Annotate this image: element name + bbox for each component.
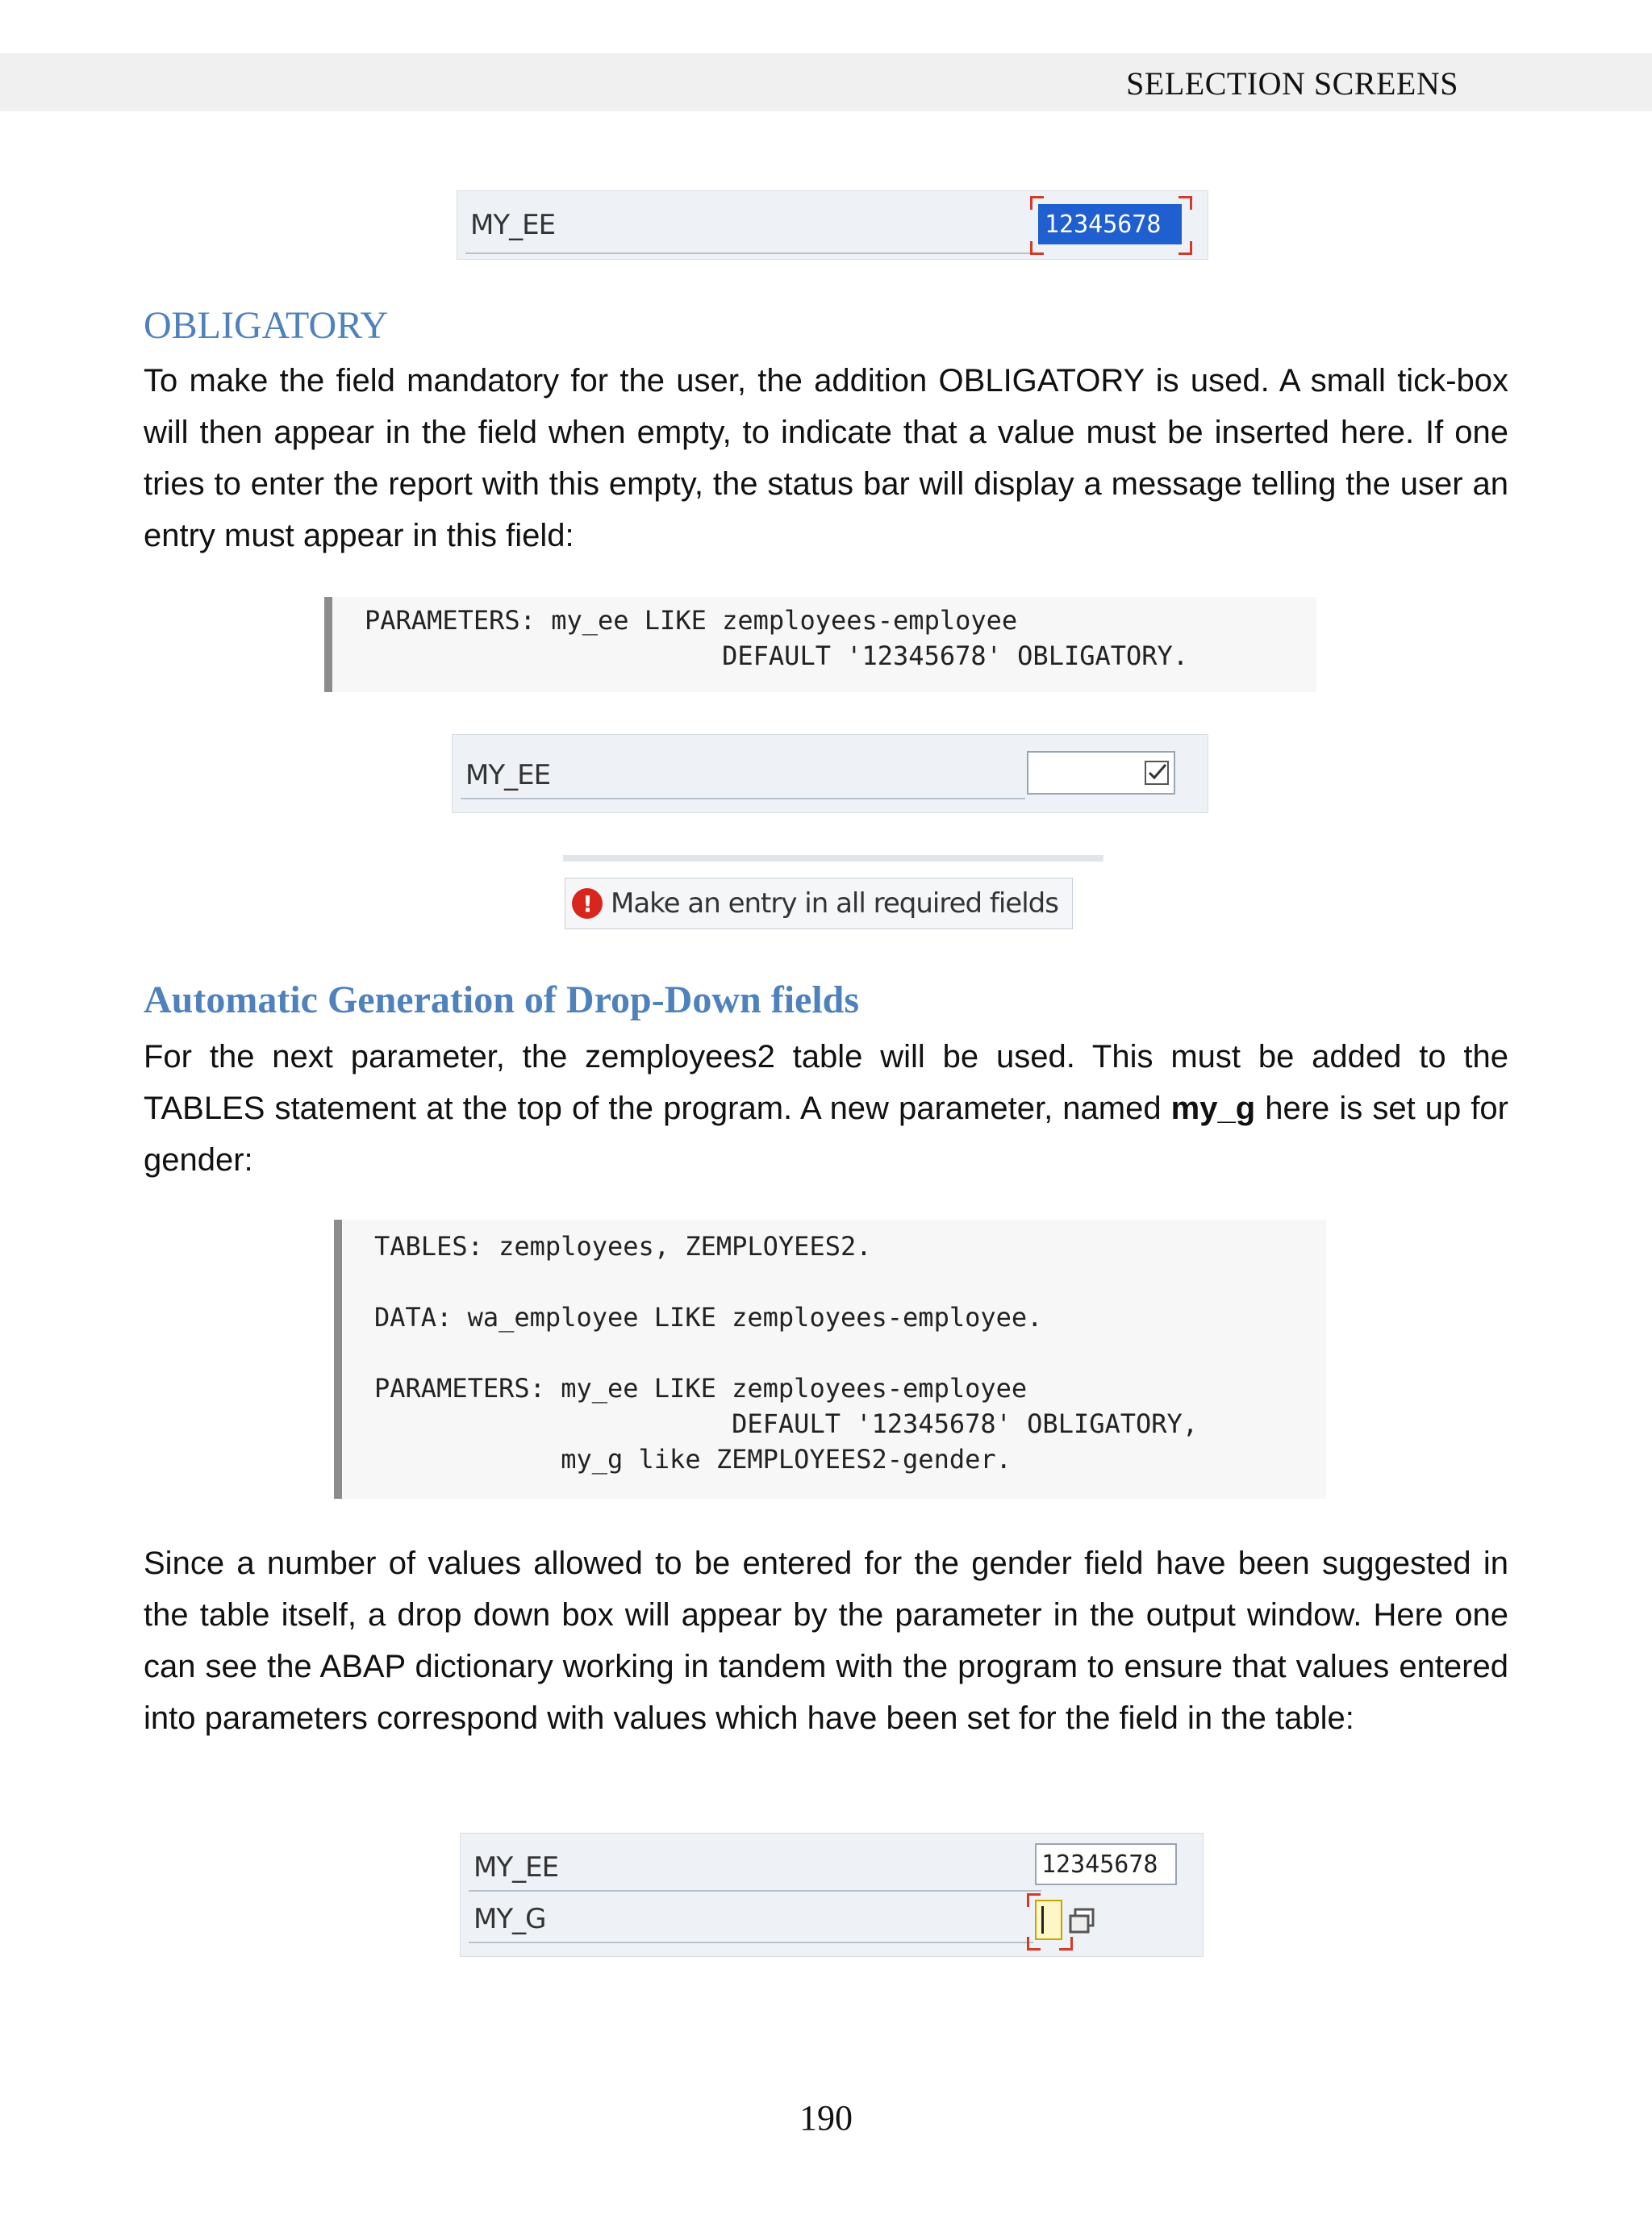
field-underline — [469, 1890, 1041, 1892]
my-ee-required-input[interactable] — [1027, 751, 1175, 795]
screenshot-my-ee-obligatory — [452, 734, 1208, 813]
code-bar — [324, 597, 332, 692]
field-underline — [461, 798, 1025, 799]
field-underline — [465, 252, 1030, 254]
error-icon: ! — [572, 888, 603, 919]
field-label-my-ee: MY_EE — [470, 209, 556, 241]
parameter-name-bold: my_g — [1170, 1091, 1256, 1126]
field-label-my-ee: MY_EE — [465, 759, 551, 791]
focus-corner-br — [1059, 1937, 1073, 1951]
paragraph-dropdown-intro — [144, 1031, 1508, 1186]
running-header: SELECTION SCREENS — [1126, 65, 1458, 102]
page-number: 190 — [799, 2098, 853, 2138]
heading-dropdown-fields: Automatic Generation of Drop-Down fields — [144, 978, 860, 1021]
focus-corner-bl — [1030, 241, 1044, 255]
code-block-tables-data-parameters — [334, 1220, 1326, 1499]
dropdown-value-help-icon[interactable] — [1067, 1906, 1096, 1935]
code-line: PARAMETERS: my_ee LIKE zemployees-employee — [374, 1373, 1028, 1404]
screenshot-my-ee-my-g — [460, 1833, 1204, 1957]
focus-corner-br — [1179, 241, 1192, 255]
code-line: PARAMETERS: my_ee LIKE zemployees-employee — [365, 605, 1018, 636]
status-bar-message — [565, 878, 1073, 929]
focus-corner-bl — [1027, 1937, 1041, 1951]
field-underline — [469, 1942, 1033, 1943]
paragraph-obligatory: To make the field mandatory for the user, the addition OBLIGATORY is used. A small tick-box will then appear in the field when empty, to indicate that a value must be inserted here. If one tries to enter the report with this empty, the status bar will display a message telling the user an entry must appear in this field: — [144, 363, 1508, 553]
code-line: DATA: wa_employee LIKE zemployees-employee. — [374, 1302, 1043, 1333]
field-label-my-ee: MY_EE — [473, 1851, 559, 1884]
required-checkbox-icon — [1145, 761, 1169, 785]
my-ee-input[interactable]: 12345678 — [1038, 204, 1182, 244]
code-block-parameters — [324, 597, 1316, 692]
paragraph-text: For the next parameter, the zemployees2 table will be used. This must be added to the TABLES statement at the top of the program. A new parameter, named — [144, 1039, 1508, 1126]
focus-corner-tr — [1179, 196, 1192, 210]
code-line: DEFAULT '12345678' OBLIGATORY, — [374, 1408, 1199, 1439]
code-line: my_g like ZEMPLOYEES2-gender. — [374, 1444, 1012, 1475]
text-cursor — [1041, 1906, 1044, 1934]
focus-corner-tl — [1027, 1893, 1041, 1907]
status-message-text: Make an entry in all required fields — [611, 887, 1058, 920]
paragraph-text: here is set up for gender: — [144, 1091, 1508, 1178]
status-bar-top-line — [563, 855, 1103, 862]
screenshot-my-ee-selected — [457, 190, 1208, 260]
field-label-my-g: MY_G — [473, 1903, 546, 1935]
code-line: DEFAULT '12345678' OBLIGATORY. — [365, 640, 1189, 671]
code-line: TABLES: zemployees, ZEMPLOYEES2. — [374, 1231, 872, 1262]
paragraph-dropdown-explanation: Since a number of values allowed to be entered for the gender field have been suggested in the table itself, a drop down box will appear by the parameter in the output window. Here one can see the ABAP dictionary working in tandem with the program to ensure that values entered into parameters correspond with values which have been set for the field in the table: — [144, 1546, 1508, 1736]
focus-corner-tl — [1030, 196, 1044, 210]
code-bar — [334, 1220, 342, 1499]
heading-obligatory: OBLIGATORY — [144, 304, 389, 347]
my-ee-input[interactable]: 12345678 — [1035, 1843, 1177, 1885]
